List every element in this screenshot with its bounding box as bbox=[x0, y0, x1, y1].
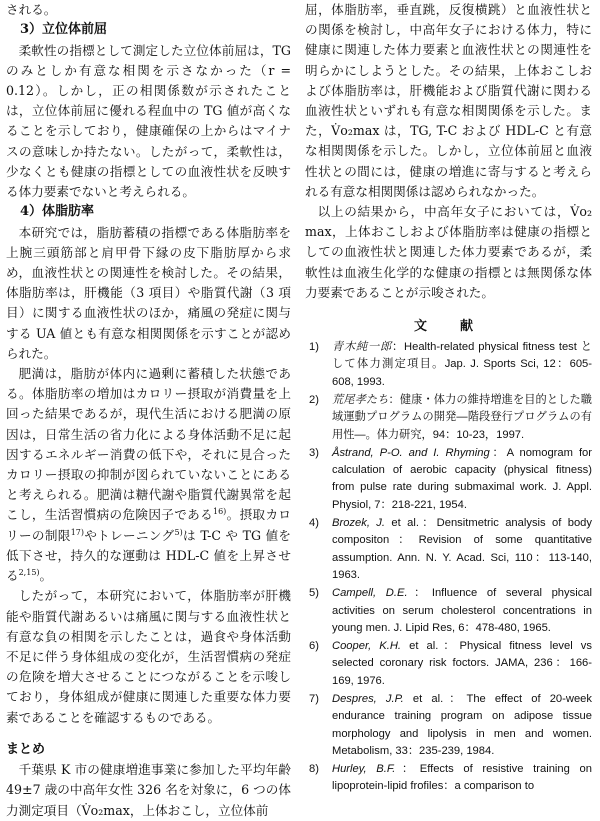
reference-item: 1) 青木純一郎：Health-related physical fitness test として体力測定項目。Jap. J. Sports Sci, 12：605-608, 1993. bbox=[309, 341, 592, 388]
citation-ref: 16) bbox=[213, 507, 227, 517]
heading-summary: まとめ bbox=[6, 741, 46, 757]
reference-item: 2) 荒尾孝たち：健康・体力の維持増進を目的とした職域運動プログラムの開発―階段登行プログラムの有用性―。体力研究，94：10-23，1997. bbox=[309, 393, 592, 441]
references-heading: 文 献 bbox=[413, 319, 483, 335]
paragraph-body-fat-3: したがって，本研究において，体脂肪率が肝機能や脂質代謝あるいは痛風に関与する血液性状と有意な負の相関を示したことは，過食や身体活動不足に伴う身体組成の変化が，生活習慣病の発症の危険を増大させることにつながることを示唆しており，身体組成が健康に関連した重要な体力要素であることを確認するものである。 bbox=[6, 588, 291, 725]
left-column bbox=[6, 0, 291, 821]
reference-list bbox=[305, 339, 592, 796]
heading-body-fat: 4）体脂肪率 bbox=[20, 204, 95, 220]
paragraph-conclusion: 以上の結果から，中高年女子においては，V̇o₂ max，上体おこしおよび体脂肪率は健康の指標としての血液性状と関連した体力要素であるが，柔軟性は血液生化学的な健康の指標とは無関係な体力要素であることが示唆された。 bbox=[305, 204, 592, 300]
citation-ref: 17) bbox=[70, 527, 85, 537]
paragraph-body-fat-1: 本研究では，脂肪蓄積の指標である体脂肪率を上腕三頭筋部と肩甲骨下縁の皮下脂肪厚から求め，血液性状との関連性を検討した。その結果，体脂肪率は，肝機能（3 項目）や脂質代謝（3 項目）に関する血液性状のほか，痛風の発症に関与する UA 値とも有意な相関関係を示すことが認められた。 bbox=[6, 224, 291, 361]
continued-text: される。 bbox=[6, 2, 57, 17]
reference-item: 8) Hurley, B.F.：Effects of resistive training on lipoprotein-lipid frofiles：a comparison to bbox=[309, 763, 592, 793]
citation-ref: 5) bbox=[174, 527, 183, 537]
reference-item: 6) Cooper, K.H. et al.：Physical fitness level vs selected coronary risk foctors. JAMA, 236：166-169, 1976. bbox=[309, 640, 592, 687]
reference-item: 3) Åstrand, P-O. and I. Rhyming：A nomogram for calculation of aerobic capacity (physical fitness) from pulse rate during submaximal work. J. Appl. Physiol, 7：218-221, 1954. bbox=[309, 446, 592, 511]
heading-flexibility: 3）立位体前屈 bbox=[20, 22, 108, 38]
reference-item: 7) Despres, J.P. et al.：The effect of 20-week endurance training program on adipose tissue morphology and lipolysis in men and women. Metabolism, 33：235-239, 1984. bbox=[309, 692, 592, 757]
paragraph-flexibility: 柔軟性の指標として測定した立位体前屈は，TG のみとしか有意な相関を示さなかった（r = 0.12）。しかし，正の相関係数が示されたことは，立位体前屈に優れる程血中の TG 値が高くなることを示しており，健康確保の上からはマイナスの意味しか持たない。したがって，柔軟性は，少なくとも健康の指標としての血液性状を反映する体力要素でないと考えられる。 bbox=[6, 42, 291, 200]
citation-ref: 2,15) bbox=[18, 567, 40, 577]
paragraph-body-fat-2: 肥満は，脂肪が体内に過剰に蓄積した状態である。体脂肪率の増加はカロリー摂取が消費量を上回った結果であるが，現代生活における肥満の原因は，日常生活の省力化による身体活動不足に起因するエネルギー消費の低下や，それに見合ったカロリー摂取の抑制が図られていないことにあると考えられる。肥満は糖代謝や脂質代謝異常を起こし，生活習慣病の危険因子である$^{16)}$。摂取カロリーの制限$^{17)}$やトレーニング$^{5)}$は T-C や TG 値を低下させ，持久的な運動は HDL-C 値を上昇させる$^{2,15)}$。 bbox=[6, 366, 292, 584]
reference-item: 5) Campell, D.E.：Influence of several physical activities on serum cholesterol concentrations in young men. J. Lipid Res, 6：478-480, 1965. bbox=[309, 587, 593, 634]
right-column bbox=[305, 0, 592, 797]
paragraph-summary: 千葉県 K 市の健康増進事業に参加した平均年齢 49±7 歳の中高年女性 326 名を対象に，6 つの体力測定項目（V̇o₂max，上体おこし，立位体前 bbox=[6, 762, 291, 818]
reference-item: 4) Brozek, J. et al.：Densitmetric analysis of body compositon：Revision of some quantitative assumption. Ann. N. Y. Acad. Sci, 110：113-140, 1963. bbox=[309, 517, 592, 581]
summary-continued: 屈，体脂肪率，垂直跳，反復横跳）と血液性状との関係を検討し，中高年女子における体力，特に健康に関連した体力要素と血液性状との関連性を明らかにしようとした。その結果，上体おこしおよび体脂肪率は，肝機能および脂質代謝に関わる血液性状といずれも有意な相関関係を示した。また，V̇o₂max は，TG, T-C および HDL-C と有意な相関関係を示した。しかし，立位体前屈と血液性状との間には，健康の増進に寄与すると考えられる有意な相関関係は認められなかった。 bbox=[305, 2, 592, 199]
